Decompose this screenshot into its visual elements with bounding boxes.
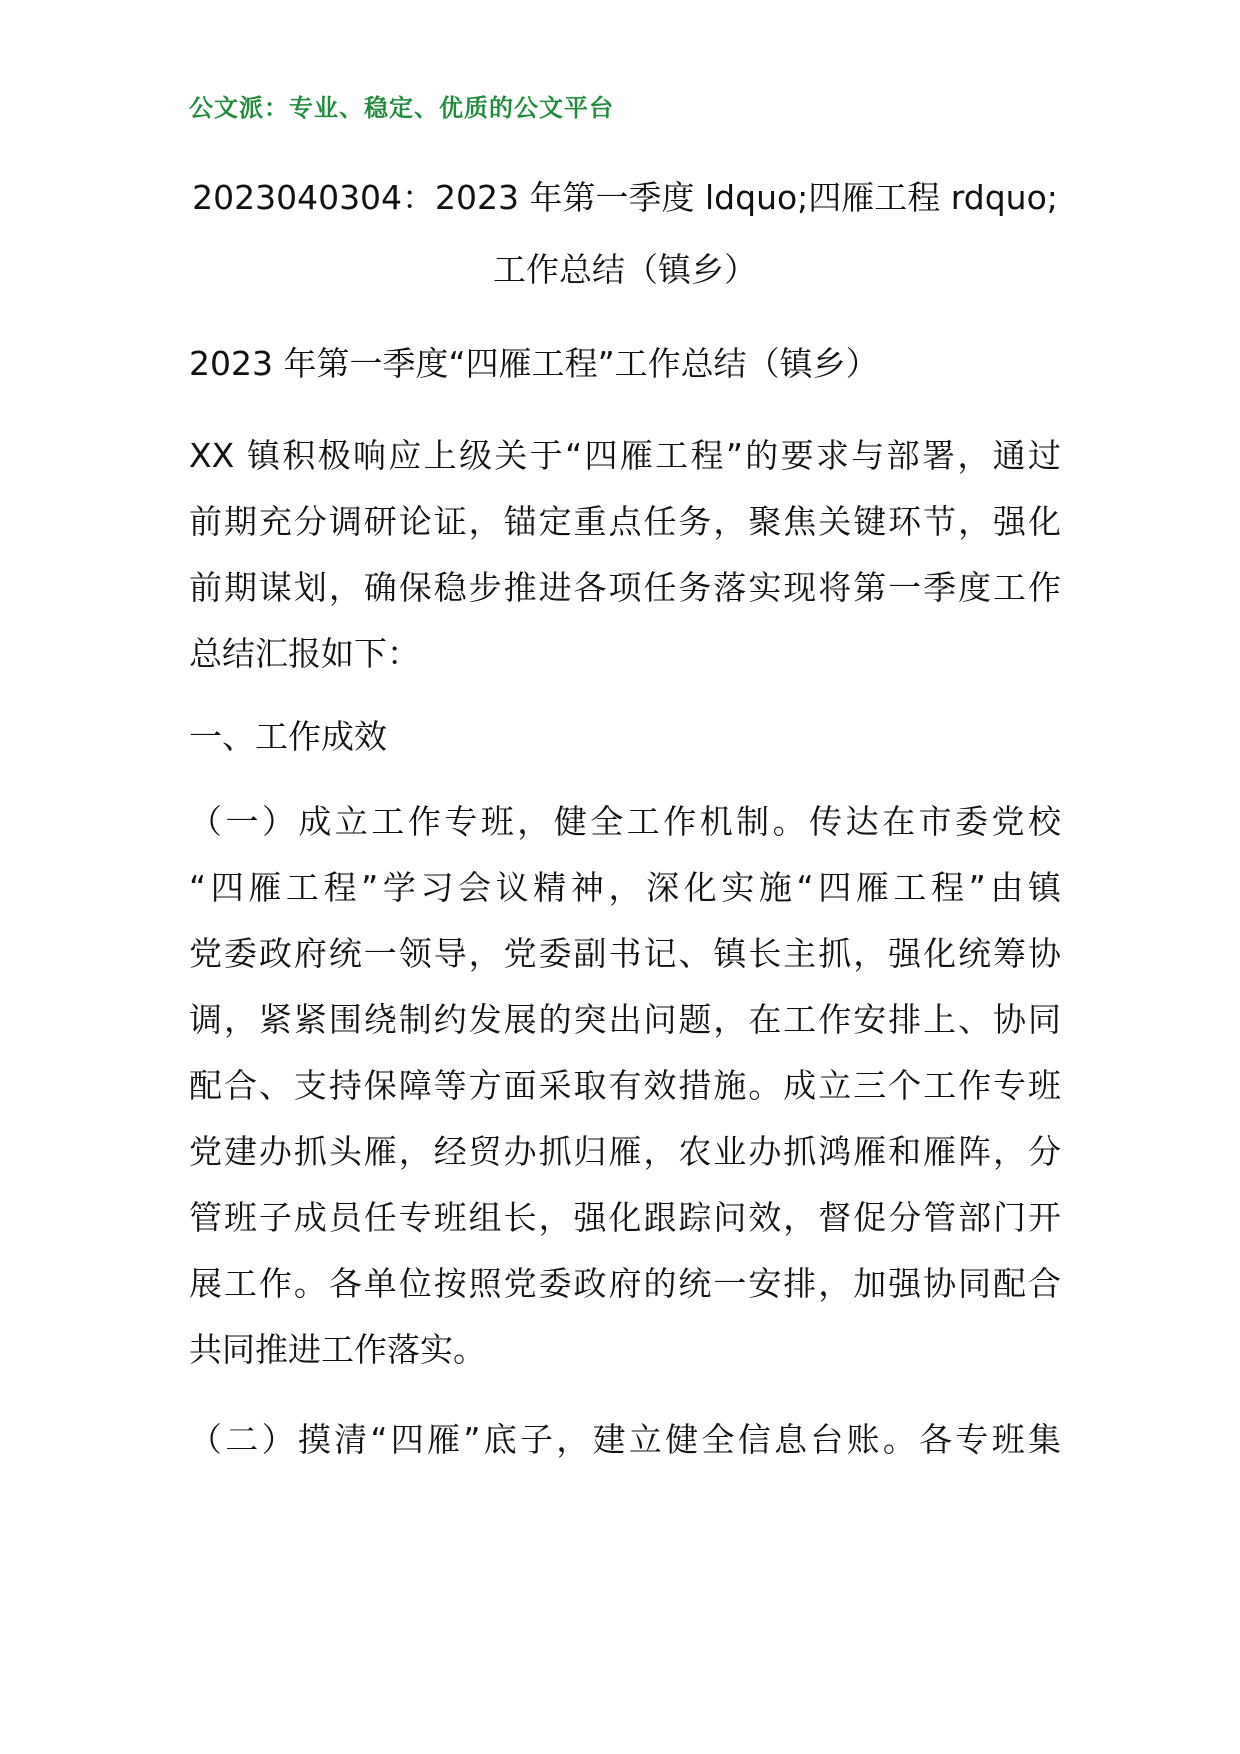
header-brand: 公文派：专业、稳定、优质的公文平台 bbox=[189, 94, 614, 122]
item-1-line: “四雁工程”学习会议精神，深化实施“四雁工程”由镇 bbox=[189, 868, 1061, 907]
item-1-line: 党委政府统一领导，党委副书记、镇长主抓，强化统筹协 bbox=[189, 934, 1061, 973]
intro-line: 前期充分调研论证，锚定重点任务，聚焦关键环节，强化 bbox=[189, 502, 1061, 541]
item-1-line: （一）成立工作专班，健全工作机制。传达在市委党校 bbox=[189, 802, 1061, 841]
document-title-line-2: 工作总结（镇乡） bbox=[493, 250, 757, 289]
intro-line: 总结汇报如下： bbox=[189, 634, 420, 673]
item-1-line: 调，紧紧围绕制约发展的突出问题，在工作安排上、协同 bbox=[189, 1000, 1061, 1039]
item-1-line: 展工作。各单位按照党委政府的统一安排，加强协同配合 bbox=[189, 1264, 1061, 1303]
item-1-line: 党建办抓头雁，经贸办抓归雁，农业办抓鸿雁和雁阵，分 bbox=[189, 1132, 1061, 1171]
intro-line: 前期谋划，确保稳步推进各项任务落实现将第一季度工作 bbox=[189, 568, 1061, 607]
document-title-line-1: 2023040304：2023 年第一季度 ldquo;四雁工程 rdquo; bbox=[192, 178, 1058, 217]
section-heading: 一、工作成效 bbox=[189, 717, 387, 756]
item-2-line: （二）摸清“四雁”底子，建立健全信息台账。各专班集 bbox=[189, 1420, 1061, 1459]
item-1-line: 管班子成员任专班组长，强化跟踪问效，督促分管部门开 bbox=[189, 1198, 1061, 1237]
item-1-line: 配合、支持保障等方面采取有效措施。成立三个工作专班 bbox=[189, 1066, 1061, 1105]
item-1-line: 共同推进工作落实。 bbox=[189, 1330, 486, 1369]
document-subtitle: 2023 年第一季度“四雁工程”工作总结（镇乡） bbox=[189, 344, 879, 383]
intro-line: XX 镇积极响应上级关于“四雁工程”的要求与部署，通过 bbox=[189, 436, 1061, 475]
